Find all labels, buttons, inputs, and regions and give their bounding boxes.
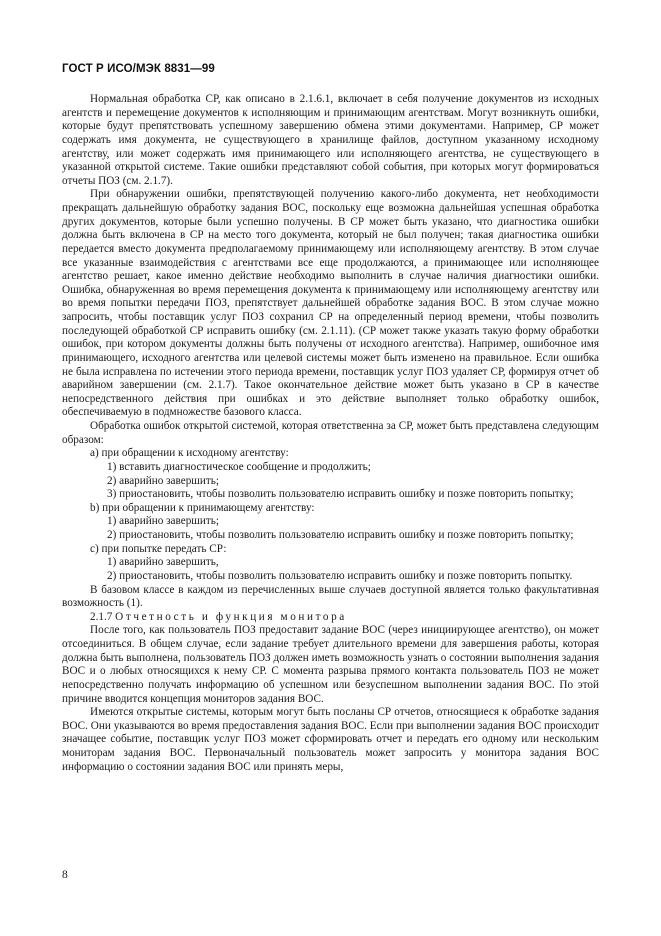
page-number: 8 bbox=[62, 869, 68, 881]
list-subitem-b2: 2) приостановить, чтобы позволить пользователю исправить ошибку и позже повторить попытку; bbox=[107, 529, 574, 541]
list-subitem-c2: 2) приостановить, чтобы позволить пользователю исправить ошибку и позже повторить попытку. bbox=[107, 569, 573, 582]
list-subitem-a1: 1) вставить диагностическое сообщение и продолжить; bbox=[107, 460, 371, 473]
section-heading bbox=[62, 611, 599, 625]
error-handling-list bbox=[62, 447, 599, 583]
section-title: Отчетность и функция монитора bbox=[115, 610, 347, 623]
list-item-c: c) при попытке передать СР: bbox=[90, 542, 227, 555]
list-item-a: a) при обращении к исходному агентству: bbox=[90, 447, 289, 460]
paragraph-monitors: Имеются открытые системы, которым могут быть посланы СР отчетов, относящиеся к обработке задания ВОС. Они указываются во время предоставления задания ВОС. Если при выполнении задания ВОС происходит значащее событие, поставщик услуг ПОЗ может сформировать отчет и передать его одному или нескольким мониторам задания ВОС. Первоначальный пользователь может запросить у монитора задания ВОС информацию о состоянии задания ВОС или принять меры, bbox=[62, 706, 599, 773]
page-body bbox=[62, 93, 599, 774]
paragraph-normal-processing: Нормальная обработка СР, как описано в 2.1.6.1, включает в себя получение документов из исходных агентств и перемещение документов к исполняющим и принимающим агентствам. Могут возникнуть ошибки, которые будут препятствовать успешному завершению обмена этими документами. Например, СР может содержать имя документа, не существующего в хранилище файлов, доступном указанному исходному агентству, или может содержать имя принимающего или исполняющего агентства, не существующего в указанной открытой системе. Такие ошибки представляют собой события, при которых могут формироваться отчеты ПОЗ (см. 2.1.7). bbox=[62, 93, 599, 187]
list-subitem-c1: 1) аварийно завершить, bbox=[107, 556, 219, 569]
paragraph-error-detection: При обнаружении ошибки, препятствующей получению какого-либо документа, нет необходимости прекращать дальнейшую обработку задания ВОС, поскольку еще возможна дальнейшая успешная обработка других документов, которые были успешно получены. В СР может быть указано, что диагностика ошибки должна быть включена в СР на место того документа, который не был получен; такая диагностика ошибки передается вместо документа предполагаемому принимающему или исполняющему агентству. В этом случае все указанные взаимодействия с агентствами все еще продолжаются, а принимающее или исполняющее агентство решает, какое именно действие необходимо выполнить в случае наличия диагностики ошибки. Ошибка, обнаруженная во время перемещения документа к принимающему или исполняющему агентству или во время попытки передачи ПОЗ, препятствует дальнейшей обработке задания ВОС. В этом случае можно запросить, чтобы поставщик услуг ПОЗ сохранил СР на определенный период времени, чтобы позволить последующей обработкой СР исправить ошибку (см. 2.1.11). (СР может также указать такую форму обработки ошибок, при котором документы должны быть получены от исходного агентства). Например, ошибочное имя принимающего, исходного агентства или целевой системы может быть изменено на правильное. Если ошибка не была исправлена по истечении этого периода времени, поставщик услуг ПОЗ удаляет СР, формируя отчет об аварийном завершении (см. 2.1.7). Такое окончательное действие может быть указано в СР в качестве непосредственного действия при ошибках и это действие выполняет только обработку ошибок, обеспечиваемую в подмножестве базового класса. bbox=[62, 188, 599, 419]
section-number: 2.1.7 bbox=[90, 610, 113, 623]
list-subitem-a3: 3) приостановить, чтобы позволить пользователю исправить ошибку и позже повторить попытку; bbox=[107, 488, 574, 501]
paragraph-error-handling-intro: Обработка ошибок открытой системой, которая ответственна за СР, может быть представлена следующим образом: bbox=[62, 420, 599, 446]
list-item-b: b) при обращении к принимающему агентству: bbox=[90, 501, 315, 514]
list-subitem-a2: 2) аварийно завершить; bbox=[107, 474, 219, 487]
paragraph-after-submission: После того, как пользователь ПОЗ предоставит задание ВОС (через инициирующее агентство), он может отсоединиться. В общем случае, если задание требует длительного времени для завершения работы, которая должна быть выполнена, пользователь ПОЗ должен иметь возможность узнать о состоянии выполнения задания ВОС и о любых относящихся к нему СР. С момента разрыва прямого контакта пользователь ПОЗ не может непосредственно получать информацию об успешном или безуспешном выполнении задания ВОС. По этой причине вводится концепция мониторов задания ВОС. bbox=[62, 624, 599, 705]
document-header: ГОСТ Р ИСО/МЭК 8831—99 bbox=[62, 63, 215, 75]
paragraph-base-class-note: В базовом классе в каждом из перечисленных выше случаев доступной является только факультативная возможность (1). bbox=[62, 583, 599, 610]
list-subitem-b1: 1) аварийно завершить; bbox=[107, 515, 219, 528]
